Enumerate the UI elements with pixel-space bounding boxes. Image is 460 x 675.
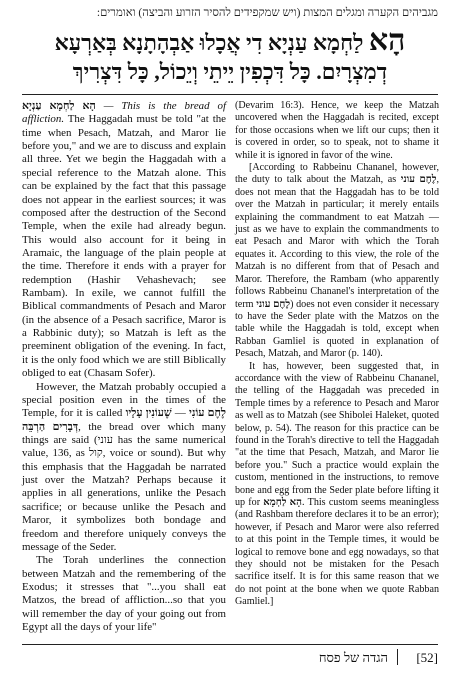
left-p2-c: , the bread over which many things are said ( [22,420,226,446]
right-paragraph-3 [235,361,439,609]
right-p3-a: It has, however, been suggested that, in accordance with the view of Rabbeinu Chananel, the telling of the Haggadah was preceded in Temple times by a reference to Pesach and Maror as well as to Matzah (see Shibolei Haleket, quoted below, p. 54). The reason for this practice can be found in the Torah's directive to tell the Haggadah "at the time that Pesach, Matzah, and Maror lie before you." Such a practice would explain the custom, mentioned in the instructions, to remove bone and egg from the Seder plate before lifting it up for [235,360,439,508]
right-column [235,100,439,609]
right-paragraph-2 [235,162,439,361]
left-p2-heb3: עוני [97,433,113,446]
right-p2-b: , does not mean that the Haggadah has to be told over the Matzah in particular; it merely entails explaining the commandment to eat Matzah — just as we have to explain the commandments to eat Pesach and Maror with which the Torah equates it. According to this view, the role of the Matzah is no different from that of Pesach and Maror. Therefore, the Rambam (who apparently follows Rabbeinu Chananel's interpretation of the term [235,174,439,310]
left-p2-a: However, the Matzah probably occupied a special position even in the times of the Temple, for it is called [22,380,226,420]
left-p2-d: has the same numerical value, 136, as [22,433,226,460]
hebrew-line-1-rest: לַחְמָא עַנְיָא דִי אֲכָלוּ אַבְהָתָנָא בְּאַרְעָא [54,30,369,55]
left-paragraph-3: The Torah underlines the connection between Matzah and the remembering of the Exodus; it stresses that "...you shall eat Matzos, the bread of affliction...so that you will remember the day of your going out from Egypt all the days of your life" [22,554,226,634]
left-paragraph-1 [22,100,226,381]
left-p2-e: , voice or sound). But why this emphasis that the Haggadah be narrated just over the Matzah? Perhaps because it applies in all generations, unlike the Pesach sacrifice; or because unlike the Pesach and Maror, it symbolizes both bondage and freedom and therefore uniquely conveys the message of the Seder. [22,447,226,553]
left-paragraph-1-text: The Haggadah must be told "at the time when Pesach, Matzah, and Maror lie before you," and we are to discuss and explain all three. Yet we begin the Haggadah with a special reference to the Matzah alone. This can be explained by the fact that this passage does not appear in the earliest sources; it was composed after the destruction of the Second Temple, when the exile had already begun. This would also account for it being in Aramaic, the language of the plain people at the time. Therefore it ends with a prayer for redemption (Hashir Vehashevach; see Rambam). In exile, we cannot fulfill the Biblical commandments of Pesach and Maror (in the absence of a Pesach sacrifice, Maror is a Rabbinic duty); so Matzah is left as the preeminent obligation of the evening. In fact, it is the only food which we are still Biblically obliged to eat (Chasam Sofer). [22,113,226,380]
page-footer [22,644,438,667]
hebrew-line-1 [22,26,438,57]
hebrew-main-text [22,26,438,86]
page-number: [52] [416,650,438,665]
running-title: הגדה של פסח [318,650,388,665]
right-p2-c: ) does not even consider it necessary to have the Seder plate with the Matzos on the table while the Haggadah is told, except when Rabban Gamliel is quoted in explanation of Pesach, Matzah, and Maror (p. 140). [235,298,439,360]
left-paragraph-2 [22,381,226,555]
right-p2-heb2: לֶחֶם עוני [256,298,291,310]
lemma-translation: — This is the bread of affliction. [22,100,226,126]
hebrew-lemma: הָא לַחְמָא עַנְיָא [22,100,96,112]
left-column [22,100,226,634]
left-p2-heb1: לֶחֶם עוֹנִי [189,407,226,420]
left-p2-heb2: שֶׁעוֹנִין עָלָיו דְּבָרִים הַרְבֵּה [22,407,172,433]
right-p2-a: [According to Rabbeinu Chananel, however, the duty to talk about the Matzah, as [235,162,439,186]
footer-separator [397,649,398,665]
left-p2-heb4: קול [89,447,103,460]
right-p3-heb: הָא לַחְמָא [263,497,302,508]
left-p2-b: — [171,407,190,420]
instruction-line: מגביהים הקערה ומגלים המצות (ויש שמקפידים להסיר הזרוע והביצה) ואומרים: [96,7,438,19]
right-paragraph-1: (Devarim 16:3). Hence, we keep the Matzah uncovered when the Haggadah is recited, except for those occasions when we lift our cups; then it is covered in order, so to speak, not to shame it while it is ignored in favor of the wine. [235,100,439,161]
header-rule [22,94,438,95]
right-p3-b: . This custom seems meaningless (and Rashbam therefore declares it to be an error); however, if Pesach and Maror were also referred to at this point in the Temple times, it would be logical to remove bone and egg nowadays, so that they should not be mistaken for the Pesach sacrifice itself. It is for this same reason that we do not point at the bone when we quote Rabban Gamliel.] [235,497,439,608]
hebrew-first-word: הָא [368,24,406,57]
hebrew-line-2: דְמִצְרָיִם. כָּל דִּכְפִין יֵיתֵי וְיֵכוֹל, כָּל דִּצְרִיךְ [72,59,388,84]
right-p2-heb1: לֶחֶם עוני [400,174,437,186]
